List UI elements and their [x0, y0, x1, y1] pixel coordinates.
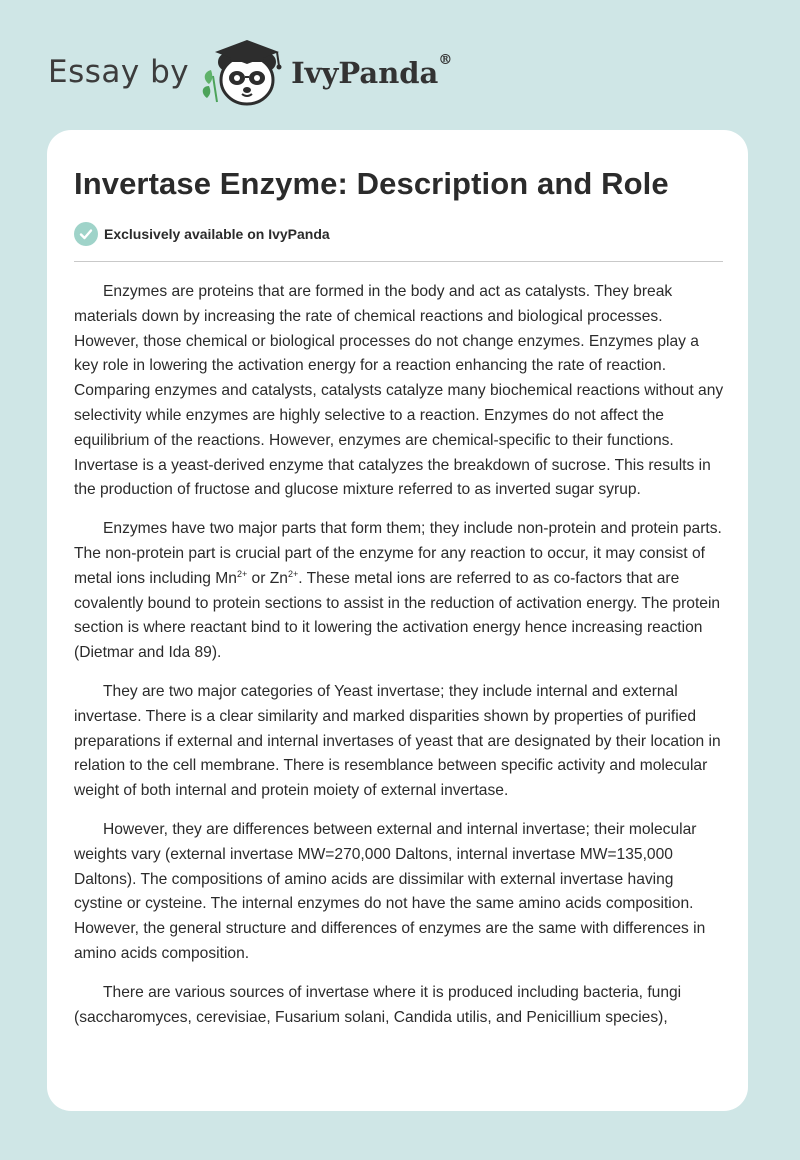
paragraph-2-part-2: or Zn [247, 569, 288, 587]
paragraph-2-part-3: . These metal ions are referred to as co-factors that are covalently bound to protein sections to assist in the reduction of activation energy. The protein section is where reactant bind to it lowering the activation energy hence increasing reaction (Dietmar and Ida 89). [74, 569, 721, 662]
check-circle-icon [74, 222, 98, 246]
paragraph-3: They are two major categories of Yeast invertase; they include internal and external invertase. There is a clear similarity and marked disparities shown by properties of purified preparations if external and internal invertases of yeast that are designated by their location in relation to the cell membrane. There is resemblance between specific activity and molecular weight of both internal and protein moiety of external invertase. [74, 682, 721, 800]
zn-charge: 2+ [287, 568, 299, 579]
essay-by-label: Essay by [48, 54, 190, 90]
ivypanda-logo-icon[interactable] [199, 36, 289, 108]
exclusive-label: Exclusively available on IvyPanda [104, 226, 330, 242]
title-divider [74, 261, 723, 262]
paragraph-4: However, they are differences between external and internal invertase; their molecular weights vary (external invertase MW=270,000 Daltons, internal invertase MW=135,000 Daltons). The compositions of amino acids are dissimilar with external invertase having cystine or cysteine. The internal enzymes do not have the same amino acids composition. However, the general structure and differences of enzymes are the same with differences in amino acids composition. [74, 820, 706, 962]
exclusive-badge [74, 222, 330, 246]
page-title: Invertase Enzyme: Description and Role [74, 166, 669, 201]
mn-charge: 2+ [236, 568, 248, 579]
paragraph-1: Enzymes are proteins that are formed in the body and act as catalysts. They break materials down by increasing the rate of chemical reactions and biological processes. However, those chemical or biological processes do not change enzymes. Enzymes play a key role in lowering the activation energy for a reaction enhancing the rate of reaction. Comparing enzymes and catalysts, catalysts catalyze many biochemical reactions without any selectivity while enzymes are highly selective to a reaction. Enzymes do not affect the equilibrium of the reactions. However, enzymes are chemical-specific to their functions. Invertase is a yeast-derived enzyme that catalyzes the breakdown of sucrose. This results in the production of fructose and glucose mixture referred to as inverted sugar syrup. [74, 283, 724, 499]
brand-name-text: IvyPanda [291, 56, 439, 90]
essay-card [47, 130, 748, 1111]
paragraph-5: There are various sources of invertase where it is produced including bacteria, fungi (saccharomyces, cerevisiae, Fusarium solani, Candida utilis, and Penicillium species), [74, 983, 682, 1026]
essay-body [74, 280, 726, 1044]
paragraph-2-part-1: Enzymes have two major parts that form them; they include non-protein and protein parts. The non-protein part is crucial part of the enzyme for any reaction to occur, it may consist of metal ions including Mn [74, 520, 722, 587]
brand-registered-mark: ® [438, 52, 453, 68]
site-header [48, 36, 452, 108]
paragraph-2 [74, 517, 726, 666]
brand-name[interactable] [291, 52, 453, 90]
